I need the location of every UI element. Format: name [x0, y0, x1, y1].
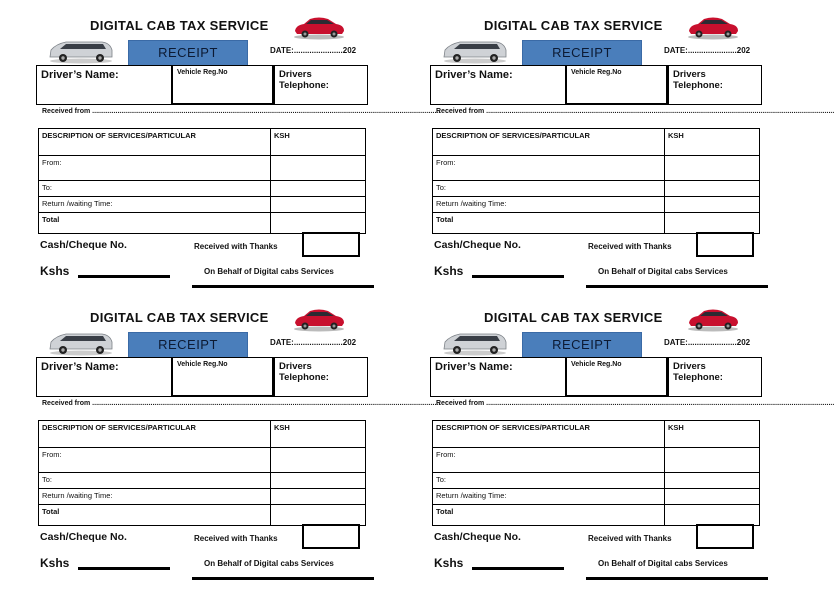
table-header-ksh: KSH	[665, 129, 760, 156]
kshs-label: Kshs	[40, 264, 70, 278]
minivan-icon	[48, 330, 114, 356]
on-behalf-label: On Behalf of Digital cabs Services	[598, 559, 728, 568]
minivan-icon	[442, 330, 508, 356]
vehicle-reg-label: Vehicle Reg.No	[177, 69, 228, 76]
row-amount	[271, 181, 366, 197]
cash-cheque-label: Cash/Cheque No.	[40, 239, 127, 251]
driver-name-field	[430, 357, 566, 397]
received-from-line: Received from ...................................................................................................................................................................................	[436, 400, 834, 407]
on-behalf-label: On Behalf of Digital cabs Services	[204, 559, 334, 568]
table-row	[39, 473, 366, 489]
row-label-to: To:	[433, 473, 665, 489]
driver-name-label: Driver’s Name:	[41, 361, 119, 373]
table-header-row	[39, 421, 366, 448]
table-header-description: DESCRIPTION OF SERVICES/PARTICULAR	[39, 421, 271, 448]
row-label-total: Total	[39, 505, 271, 526]
business-title: DIGITAL CAB TAX SERVICE	[484, 310, 663, 325]
signature-line	[586, 285, 768, 288]
received-thanks-label: Received with Thanks	[194, 242, 278, 251]
minivan-icon	[442, 38, 508, 64]
receipt-card	[428, 8, 834, 293]
row-label-total: Total	[433, 505, 665, 526]
kshs-label: Kshs	[434, 556, 464, 570]
row-amount	[271, 489, 366, 505]
date-field: DATE:......................202	[664, 338, 751, 347]
row-label-to: To:	[39, 181, 271, 197]
cash-cheque-label: Cash/Cheque No.	[434, 531, 521, 543]
row-label-from: From:	[39, 448, 271, 473]
table-row-total	[39, 505, 366, 526]
table-row-total	[39, 213, 366, 234]
table-row	[39, 197, 366, 213]
kshs-amount-line	[472, 567, 564, 570]
business-title: DIGITAL CAB TAX SERVICE	[90, 18, 269, 33]
kshs-amount-line	[472, 275, 564, 278]
table-row	[433, 448, 760, 473]
table-row-total	[433, 505, 760, 526]
driver-name-label: Driver’s Name:	[41, 69, 119, 81]
table-header-description: DESCRIPTION OF SERVICES/PARTICULAR	[433, 421, 665, 448]
kshs-amount-line	[78, 275, 170, 278]
driver-name-field	[36, 65, 172, 105]
vehicle-reg-label: Vehicle Reg.No	[177, 361, 228, 368]
received-thanks-label: Received with Thanks	[194, 534, 278, 543]
received-from-line: Received from ...................................................................................................................................................................................	[436, 108, 834, 115]
table-header-row	[433, 421, 760, 448]
driver-name-field	[36, 357, 172, 397]
receipt-badge: RECEIPT	[522, 40, 642, 66]
vehicle-reg-label: Vehicle Reg.No	[571, 361, 622, 368]
row-amount	[665, 197, 760, 213]
table-header-row	[433, 129, 760, 156]
date-field: DATE:......................202	[270, 46, 357, 55]
row-label-total: Total	[39, 213, 271, 234]
row-label-to: To:	[39, 473, 271, 489]
received-from-line: Received from ...................................................................................................................................................................................	[42, 108, 441, 115]
received-thanks-label: Received with Thanks	[588, 242, 672, 251]
driver-phone-field	[668, 65, 762, 105]
signature-line	[586, 577, 768, 580]
stamp-box	[696, 232, 754, 257]
cash-cheque-label: Cash/Cheque No.	[40, 531, 127, 543]
row-label-to: To:	[433, 181, 665, 197]
driver-phone-field	[274, 65, 368, 105]
row-label-total: Total	[433, 213, 665, 234]
table-row	[433, 489, 760, 505]
driver-name-label: Driver’s Name:	[435, 69, 513, 81]
receipt-badge: RECEIPT	[128, 40, 248, 66]
stamp-box	[302, 232, 360, 257]
row-label-from: From:	[39, 156, 271, 181]
receipt-badge: RECEIPT	[522, 332, 642, 358]
kshs-label: Kshs	[434, 264, 464, 278]
vehicle-reg-field	[566, 65, 668, 105]
row-amount	[271, 505, 366, 526]
driver-phone-label: Drivers Telephone:	[673, 69, 723, 91]
signature-line	[192, 285, 374, 288]
received-thanks-label: Received with Thanks	[588, 534, 672, 543]
table-header-description: DESCRIPTION OF SERVICES/PARTICULAR	[39, 129, 271, 156]
driver-phone-field	[274, 357, 368, 397]
minivan-icon	[48, 38, 114, 64]
driver-name-label: Driver’s Name:	[435, 361, 513, 373]
row-amount	[271, 156, 366, 181]
vehicle-reg-field	[566, 357, 668, 397]
services-table	[432, 420, 760, 526]
receipt-card	[428, 300, 834, 585]
table-row	[39, 156, 366, 181]
row-amount	[665, 448, 760, 473]
business-title: DIGITAL CAB TAX SERVICE	[484, 18, 663, 33]
row-label-return: Return /waiting Time:	[39, 197, 271, 213]
row-label-from: From:	[433, 448, 665, 473]
table-row	[433, 197, 760, 213]
row-amount	[665, 489, 760, 505]
row-label-return: Return /waiting Time:	[433, 197, 665, 213]
driver-phone-label: Drivers Telephone:	[279, 361, 329, 383]
table-row	[433, 473, 760, 489]
row-amount	[271, 213, 366, 234]
row-amount	[271, 473, 366, 489]
on-behalf-label: On Behalf of Digital cabs Services	[204, 267, 334, 276]
vehicle-reg-field	[172, 357, 274, 397]
red-car-icon	[292, 306, 346, 332]
receipt-card	[34, 8, 441, 293]
received-from-line: Received from ...................................................................................................................................................................................	[42, 400, 441, 407]
red-car-icon	[292, 14, 346, 40]
row-amount	[271, 448, 366, 473]
receipt-card	[34, 300, 441, 585]
table-header-ksh: KSH	[271, 129, 366, 156]
services-table	[432, 128, 760, 234]
services-table	[38, 128, 366, 234]
driver-phone-field	[668, 357, 762, 397]
row-amount	[665, 156, 760, 181]
stamp-box	[696, 524, 754, 549]
red-car-icon	[686, 306, 740, 332]
row-label-return: Return /waiting Time:	[433, 489, 665, 505]
table-header-ksh: KSH	[271, 421, 366, 448]
row-label-return: Return /waiting Time:	[39, 489, 271, 505]
kshs-amount-line	[78, 567, 170, 570]
row-amount	[665, 181, 760, 197]
row-amount	[665, 505, 760, 526]
stamp-box	[302, 524, 360, 549]
business-title: DIGITAL CAB TAX SERVICE	[90, 310, 269, 325]
vehicle-reg-field	[172, 65, 274, 105]
on-behalf-label: On Behalf of Digital cabs Services	[598, 267, 728, 276]
vehicle-reg-label: Vehicle Reg.No	[571, 69, 622, 76]
row-amount	[665, 473, 760, 489]
table-header-description: DESCRIPTION OF SERVICES/PARTICULAR	[433, 129, 665, 156]
table-row	[39, 448, 366, 473]
table-row	[39, 181, 366, 197]
date-field: DATE:......................202	[270, 338, 357, 347]
signature-line	[192, 577, 374, 580]
red-car-icon	[686, 14, 740, 40]
table-row	[433, 156, 760, 181]
cash-cheque-label: Cash/Cheque No.	[434, 239, 521, 251]
services-table	[38, 420, 366, 526]
row-amount	[271, 197, 366, 213]
date-field: DATE:......................202	[664, 46, 751, 55]
table-header-ksh: KSH	[665, 421, 760, 448]
receipt-badge: RECEIPT	[128, 332, 248, 358]
row-label-from: From:	[433, 156, 665, 181]
row-amount	[665, 213, 760, 234]
kshs-label: Kshs	[40, 556, 70, 570]
table-row	[39, 489, 366, 505]
driver-phone-label: Drivers Telephone:	[673, 361, 723, 383]
table-row-total	[433, 213, 760, 234]
table-row	[433, 181, 760, 197]
driver-phone-label: Drivers Telephone:	[279, 69, 329, 91]
table-header-row	[39, 129, 366, 156]
driver-name-field	[430, 65, 566, 105]
